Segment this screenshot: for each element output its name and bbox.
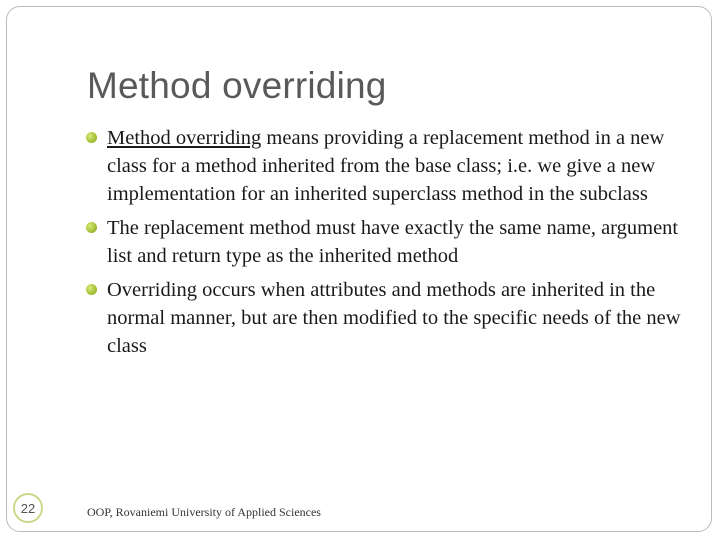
bullet-text: Overriding occurs when attributes and methods are inherited in the normal manner, but are then modified to the specific needs of the new class — [107, 279, 681, 357]
slide-title: Method overriding — [87, 65, 387, 106]
slide-footer: OOP, Rovaniemi University of Applied Sciences — [87, 505, 321, 519]
bullet-item — [85, 124, 691, 208]
page-number: 22 — [20, 500, 36, 516]
bullet-dot-icon — [86, 284, 97, 295]
page-number-badge — [13, 493, 43, 523]
bullet-text: means providing a replacement method in a new class for a method inherited from the base class; i.e. we give a new implementation for an inherited superclass method in the subclass — [107, 127, 665, 205]
bullet-text: The replacement method must have exactly the same name, argument list and return type as the inherited method — [107, 217, 679, 267]
bullet-item — [85, 214, 691, 270]
bullet-dot-icon — [86, 222, 97, 233]
bullet-item — [85, 276, 691, 360]
bullet-lead-term: Method overriding — [107, 127, 262, 149]
bullet-dot-icon — [86, 132, 97, 143]
slide — [6, 6, 712, 532]
bullet-list — [85, 124, 691, 360]
